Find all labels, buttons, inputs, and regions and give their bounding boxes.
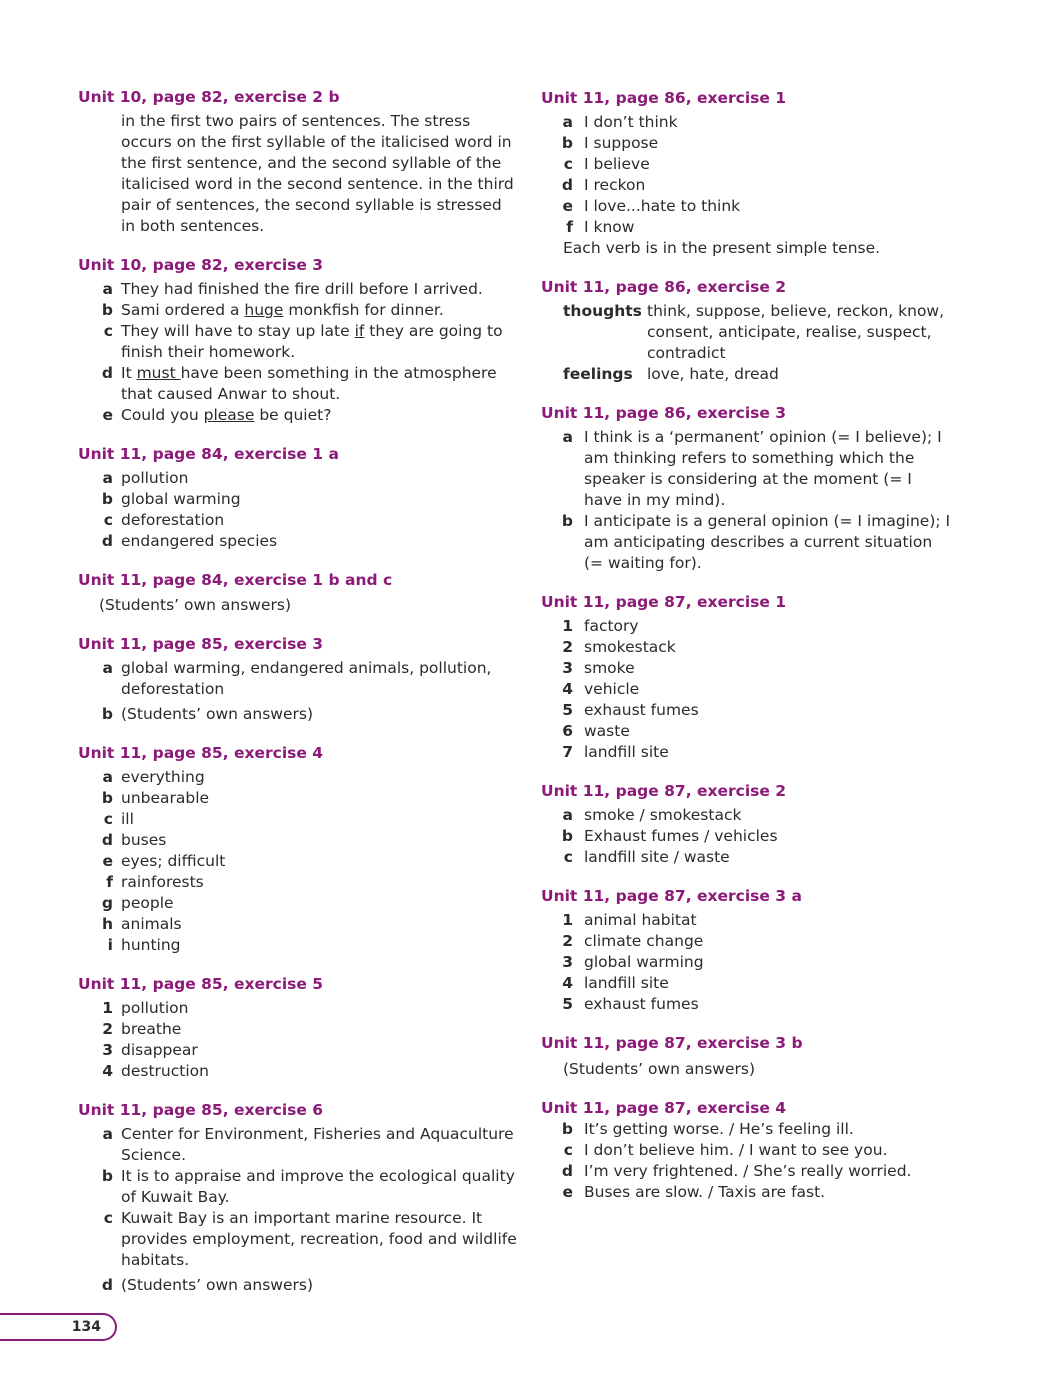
item-text: Sami ordered a huge monkfish for dinner. [121,301,444,319]
list-item: e eyes; difficult [102,852,226,870]
list-item [78,321,518,363]
list-item: b global warming [101,490,241,508]
list-item: c ill [103,810,134,828]
list-item: 3 global warming [562,953,704,971]
list-item: 7 landfill site [562,743,669,761]
underlined-word: please [203,406,255,424]
list-item: d endangered species [101,532,278,550]
list-item: e I love...hate to think [562,197,741,215]
list-item: 1 animal habitat [562,911,697,929]
list-item: 2 smokestack [562,638,676,656]
answer-section [78,569,518,616]
item-text: Could you please be quiet? [121,406,332,424]
answer-section [541,276,951,385]
item-label: c [103,322,113,340]
list-item: c deforestation [103,511,225,529]
section-heading: Unit 10, page 82, exercise 3 [78,256,324,274]
answer-text: (Students’ own answers) [99,596,292,614]
list-item [78,405,518,426]
right-column [541,87,951,1220]
left-column [78,86,518,1313]
item-text: They had finished the fire drill before I arrived. [121,280,483,298]
item-label: e [102,406,113,424]
list-item: f I know [566,218,635,236]
item-label: a [102,280,113,298]
section-heading: Unit 11, page 87, exercise 3 b [541,1034,803,1052]
answer-section [541,885,951,1015]
list-item: d I reckon [561,176,646,194]
underlined-word: must [136,364,181,382]
answer-section [78,742,518,956]
list-item: a global warming, endangered animals, pollution, deforestation [102,659,492,698]
list-item: a everything [102,768,205,786]
answer-note: Each verb is in the present simple tense. [563,239,881,257]
item-label: b [101,301,113,319]
section-heading: Unit 11, page 86, exercise 2 [541,278,787,296]
section-heading: Unit 11, page 85, exercise 6 [78,1101,324,1119]
answer-section [541,1032,951,1080]
list-item: h animals [101,915,182,933]
section-heading: Unit 11, page 84, exercise 1 a [78,445,339,463]
list-item: 2 climate change [562,932,704,950]
section-heading: Unit 11, page 85, exercise 4 [78,744,324,762]
section-heading: Unit 11, page 87, exercise 4 [541,1099,787,1117]
list-item: c landfill site / waste [563,848,730,866]
list-item [78,279,518,300]
list-item: c I believe [563,155,650,173]
list-item: 6 waste [562,722,630,740]
section-heading: Unit 11, page 87, exercise 2 [541,782,787,800]
list-item: a Center for Environment, Fisheries and Aquaculture Science. [102,1125,514,1164]
answer-text: in the first two pairs of sentences. The stress occurs on the first syllable of the italicised word in the first sentence, and the second syllable of the italicised word in the second sentence. in the third pair of sentences, the second syllable is stressed in both sentences. [121,112,514,235]
list-item: b It is to appraise and improve the ecological quality of Kuwait Bay. [101,1167,515,1206]
item-label: d [101,364,113,382]
list-item: b It’s getting worse. / He’s feeling ill. [561,1120,854,1138]
list-item: a I don’t think [562,113,678,131]
answer-text: (Students’ own answers) [563,1060,756,1078]
section-heading: Unit 11, page 85, exercise 5 [78,975,324,993]
page-number: 134 [71,1319,101,1335]
list-item: a I think is a ‘permanent’ opinion (= I believe); I am thinking refers to something which the speaker is considering at the moment (= I have in my mind). [562,428,942,509]
list-item: 3 smoke [562,659,635,677]
row-label: thoughts [563,302,642,320]
list-item: 4 landfill site [562,974,669,992]
answer-section [541,87,951,259]
table-row [541,364,951,385]
list-item: c Kuwait Bay is an important marine resource. It provides employment, recreation, food and wildlife habitats. [103,1209,517,1269]
list-item: d buses [101,831,167,849]
answer-section [541,591,951,763]
underlined-word: huge [244,301,284,319]
list-item: b unbearable [101,789,210,807]
answer-section [78,633,518,725]
list-item: b I suppose [561,134,659,152]
answer-section [541,1097,951,1203]
list-item: b Exhaust fumes / vehicles [561,827,778,845]
list-item: g people [101,894,174,912]
list-item: d (Students’ own answers) [101,1276,314,1294]
answer-section [78,86,518,237]
list-item [78,363,518,405]
underlined-word: if [354,322,365,340]
list-item: 5 exhaust fumes [562,995,699,1013]
section-heading: Unit 11, page 86, exercise 1 [541,89,787,107]
row-value: love, hate, dread [647,365,779,383]
answer-section [541,780,951,868]
list-item: a smoke / smokestack [562,806,742,824]
list-item: 1 pollution [102,999,189,1017]
list-item: f rainforests [106,873,204,891]
item-text: It must have been something in the atmosphere that caused Anwar to shout. [121,364,497,403]
section-heading: Unit 11, page 84, exercise 1 b and c [78,571,393,589]
item-text: They will have to stay up late if they are going to finish their homework. [121,322,503,361]
section-heading: Unit 11, page 87, exercise 3 a [541,887,802,905]
answer-section [541,402,951,574]
list-item: d I’m very frightened. / She’s really worried. [561,1162,912,1180]
list-item: b (Students’ own answers) [101,705,314,723]
list-item: e Buses are slow. / Taxis are fast. [562,1183,826,1201]
section-heading: Unit 10, page 82, exercise 2 b [78,88,340,106]
answer-section [78,973,518,1082]
list-item: 3 disappear [102,1041,198,1059]
section-heading: Unit 11, page 87, exercise 1 [541,593,787,611]
list-item: a pollution [102,469,189,487]
list-item: 4 vehicle [562,680,640,698]
list-item: 4 destruction [102,1062,209,1080]
row-label: feelings [563,365,633,383]
list-item: 2 breathe [102,1020,182,1038]
list-item: i hunting [107,936,181,954]
list-item: c I don’t believe him. / I want to see you. [563,1141,888,1159]
section-heading: Unit 11, page 85, exercise 3 [78,635,324,653]
list-item [78,300,518,321]
answer-section [78,443,518,552]
section-heading: Unit 11, page 86, exercise 3 [541,404,787,422]
list-item: 5 exhaust fumes [562,701,699,719]
table-row [541,301,951,364]
row-value: think, suppose, believe, reckon, know, consent, anticipate, realise, suspect, contradict [647,302,945,362]
answer-section [78,254,518,426]
page-number-tab [0,1313,117,1341]
list-item: b I anticipate is a general opinion (= I imagine); I am anticipating describes a current situation (= waiting for). [561,512,951,572]
answer-section [78,1099,518,1296]
list-item: 1 factory [562,617,639,635]
